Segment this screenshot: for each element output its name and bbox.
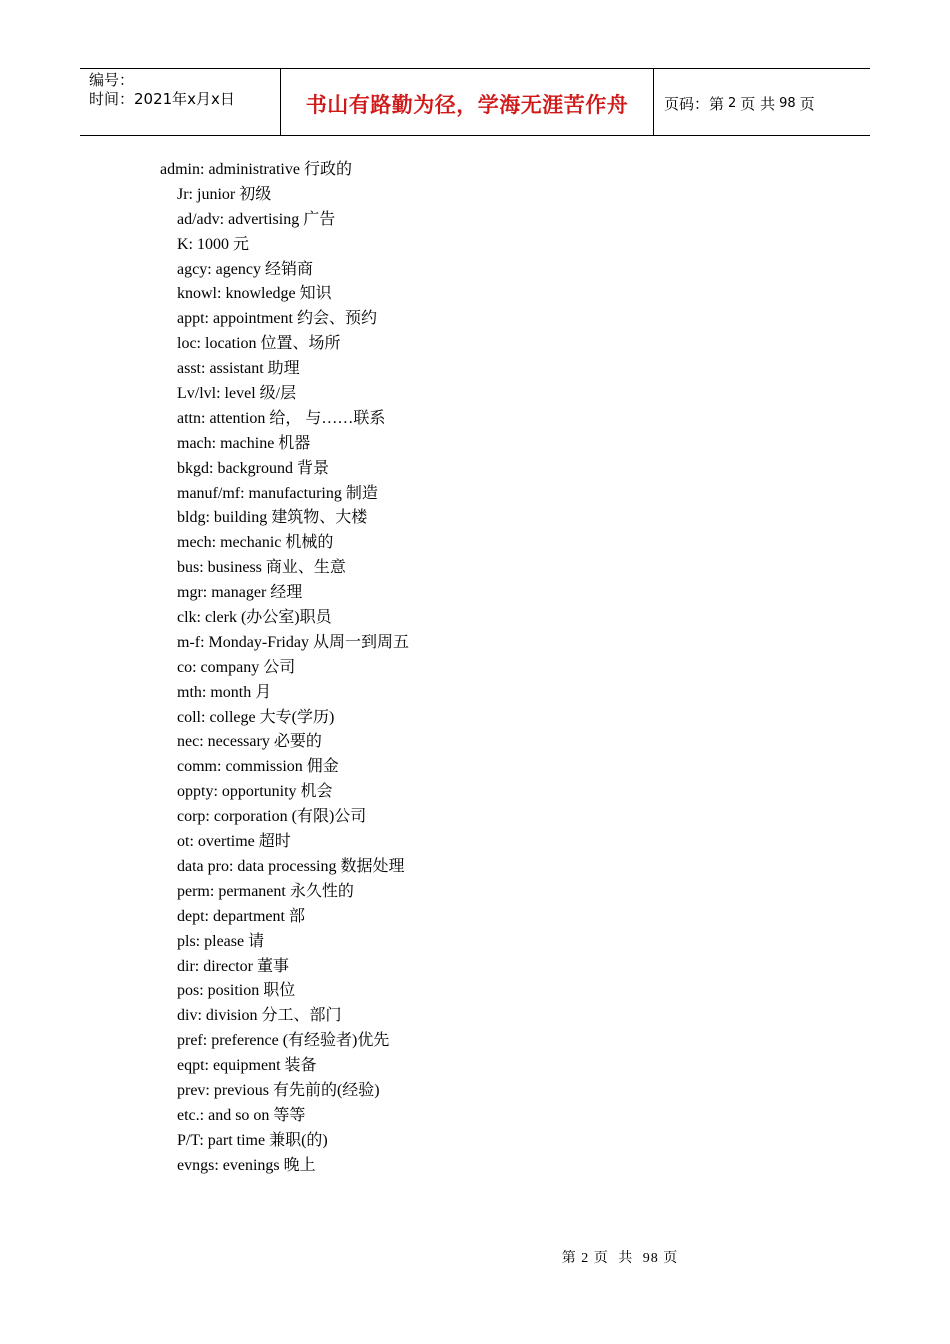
list-item: pos: position 职位: [177, 982, 296, 1000]
list-item: comm: commission 佣金: [177, 758, 339, 776]
list-item: ot: overtime 超时: [177, 833, 291, 851]
footer-suffix: 页: [663, 1251, 679, 1266]
page-total: 98: [779, 96, 796, 111]
list-item: P/T: part time 兼职(的): [177, 1131, 328, 1149]
list-item: pls: please 请: [177, 932, 265, 950]
list-item: dir: director 董事: [177, 957, 289, 975]
list-item: bus: business 商业、生意: [177, 559, 346, 577]
list-item: evngs: evenings 晚上: [177, 1156, 316, 1174]
list-item: div: division 分工、部门: [177, 1007, 342, 1025]
list-item: mach: machine 机器: [177, 434, 311, 452]
page-current: 2: [728, 96, 737, 111]
page-mid: 页 共: [740, 95, 776, 113]
list-item: data pro: data processing 数据处理: [177, 857, 405, 875]
page-header: [80, 68, 870, 136]
list-item: corp: corporation (有限)公司: [177, 808, 367, 826]
header-meta: [80, 69, 281, 136]
list-item: mech: mechanic 机械的: [177, 534, 334, 552]
list-item: pref: preference (有经验者)优先: [177, 1032, 390, 1050]
page-suffix: 页: [799, 95, 815, 113]
list-item: clk: clerk (办公室)职员: [177, 609, 332, 627]
list-item: etc.: and so on 等等: [177, 1106, 306, 1124]
list-item: Jr: junior 初级: [177, 185, 272, 203]
list-item: attn: attention 给， 与……联系: [177, 409, 386, 427]
list-item: mgr: manager 经理: [177, 584, 303, 602]
footer-current: 2: [581, 1251, 590, 1266]
list-item: co: company 公司: [177, 658, 296, 676]
footer-prefix: 第: [561, 1251, 577, 1266]
list-item: admin: administrative 行政的: [160, 161, 352, 178]
footer-total: 98: [642, 1251, 659, 1266]
list-item: manuf/mf: manufacturing 制造: [177, 484, 378, 502]
time-label: 时间：2021年x月x日: [89, 90, 235, 108]
list-item: dept: department 部: [177, 907, 305, 925]
footer-mid: 页: [593, 1251, 609, 1266]
list-item: asst: assistant 助理: [177, 360, 300, 378]
list-item: ad/adv: advertising 广告: [177, 210, 336, 228]
list-item: oppty: opportunity 机会: [177, 783, 333, 801]
list-item: m-f: Monday-Friday 从周一到周五: [177, 633, 409, 651]
list-item: nec: necessary 必要的: [177, 733, 322, 751]
serial-label: 编号：: [89, 71, 135, 89]
list-item: bldg: building 建筑物、大楼: [177, 509, 368, 527]
abbreviation-list: [160, 158, 409, 1179]
header-motto: 书山有路勤为径，学海无涯苦作舟: [281, 69, 654, 136]
list-item: perm: permanent 永久性的: [177, 882, 354, 900]
footer-total-prefix: 共: [618, 1251, 634, 1266]
list-item: Lv/lvl: level 级/层: [177, 385, 297, 403]
list-item: prev: previous 有先前的(经验): [177, 1081, 380, 1099]
list-item: agcy: agency 经销商: [177, 260, 313, 278]
header-page-info: [654, 69, 870, 136]
list-item: knowl: knowledge 知识: [177, 285, 332, 303]
list-item: loc: location 位置、场所: [177, 335, 341, 353]
list-item: appt: appointment 约会、预约: [177, 310, 377, 328]
list-item: bkgd: background 背景: [177, 459, 329, 477]
list-item: K: 1000 元: [177, 235, 250, 253]
list-item: coll: college 大专(学历): [177, 708, 335, 726]
list-item: mth: month 月: [177, 683, 272, 701]
page-prefix: 页码：第: [664, 95, 725, 113]
page-footer: [0, 1247, 950, 1267]
list-item: eqpt: equipment 装备: [177, 1057, 317, 1075]
